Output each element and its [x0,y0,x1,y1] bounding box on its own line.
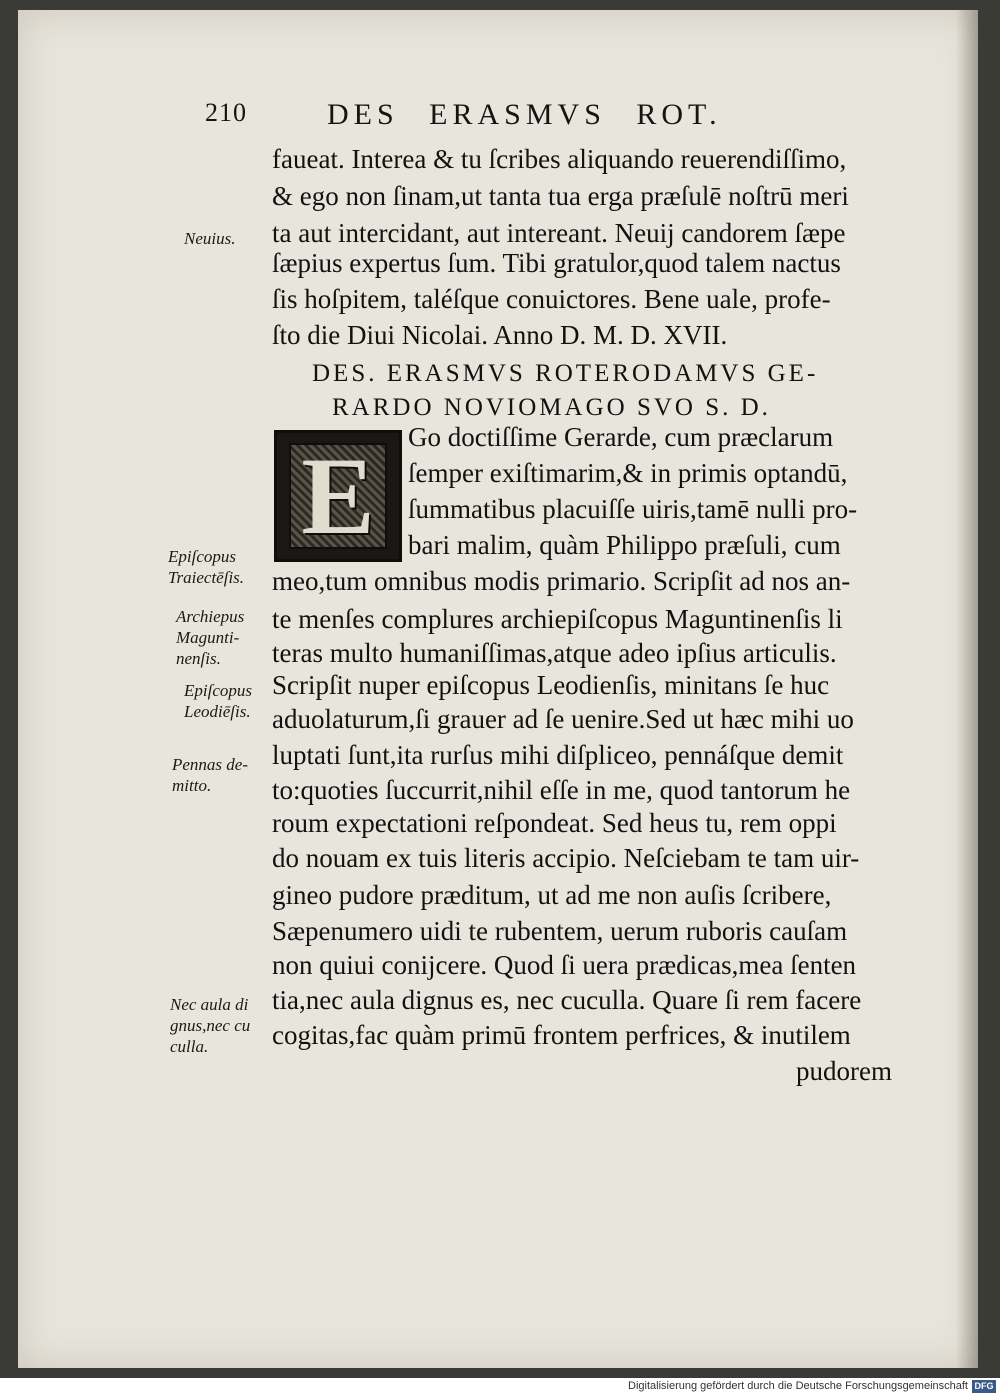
body-line: te menſes complures archiepiſcopus Maguntinenſis li [272,604,843,634]
body-line: do nouam ex tuis literis accipio. Neſciebam te tam uir- [272,843,860,873]
body-line: Go doctiſſime Gerarde, cum præclarum [408,422,834,452]
body-line: Sæpenumero uidi te rubentem, uerum ruboris cauſam [272,916,848,946]
body-line: Scripſit nuper epiſcopus Leodienſis, minitans ſe huc [272,670,830,700]
body-line: faueat. Interea & tu ſcribes aliquando reuerendiſſimo, [272,144,847,174]
body-line: tia,nec aula dignus es, nec cuculla. Quare ſi rem facere [272,985,862,1015]
margin-note-line: Epiſcopus [168,547,236,566]
margin-note-line: Pennas de- [172,755,249,774]
initial-letter: E [301,434,375,557]
margin-note-line: Magunti- [176,628,240,647]
margin-note-episcopus-traiectensis [168,546,244,588]
margin-note-line: culla. [170,1037,209,1056]
margin-note-nec-aula [170,994,250,1057]
body-line: cogitas,fac quàm primū frontem perfrices, & inutilem [272,1020,851,1050]
margin-note-line: mitto. [172,776,212,795]
margin-note-line: Nec aula di [170,995,249,1014]
body-line: aduolaturum,ſi grauer ad ſe uenire.Sed ut hæc mihi uo [272,704,854,734]
running-title: DES ERASMVS ROT. [327,98,722,131]
margin-note-nevius [184,228,235,249]
margin-note-line: Neuius. [184,229,236,248]
decorated-initial [274,430,402,562]
initial-woodcut [289,434,387,557]
body-line: bari malim, quàm Philippo præſuli, cum [408,530,841,560]
body-line: & ego non ſinam,ut tanta tua erga præſulē noſtrū meri [272,181,849,211]
body-line: ſis hoſpitem, taléſque conuictores. Bene uale, profe- [272,284,831,314]
body-line: ſæpius expertus ſum. Tibi gratulor,quod talem nactus [272,248,841,278]
body-line: gineo pudore præditum, ut ad me non auſis ſcribere, [272,880,832,910]
page-number: 210 [205,98,247,127]
margin-note-line: Archiepus [176,607,245,626]
margin-note-pennas-demitto [172,754,248,796]
body-line: meo,tum omnibus modis primario. Scripſit ad nos an- [272,566,851,596]
margin-note-archiepiscopus-maguntinensis [176,606,244,669]
margin-note-line: nenſis. [176,649,221,668]
running-head [205,98,855,138]
body-line: teras multo humaniſſimas,atque adeo ipſius articulis. [272,638,837,668]
page-spine-shadow [956,10,978,1368]
body-line: roum expectationi reſpondeat. Sed heus tu, rem oppi [272,808,837,838]
margin-note-line: gnus,nec cu [170,1016,251,1035]
dfg-logo: DFG [972,1380,996,1393]
body-line: to:quoties ſuccurrit,nihil eſſe in me, quod tantorum he [272,775,851,805]
margin-note-line: Leodiēſis. [184,702,251,721]
letter-heading-line-2: RARDO NOVIOMAGO SVO S. D. [332,394,771,421]
body-line: ſemper exiſtimarim,& in primis optandū, [408,458,848,488]
margin-note-line: Epiſcopus [184,681,252,700]
margin-note-episcopus-leodiensis [184,680,252,722]
body-line: non quiui conijcere. Quod ſi uera prædicas,mea ſenten [272,950,857,980]
body-line: ta aut intercidant, aut intereant. Neuij candorem ſæpe [272,218,846,248]
letter-heading-line-1: DES. ERASMVS ROTERODAMVS GE- [312,360,819,387]
catchword: pudorem [796,1056,892,1086]
body-line: ſto die Diui Nicolai. Anno D. M. D. XVII. [272,320,728,350]
body-line: ſummatibus placuiſſe uiris,tamē nulli pro- [408,494,858,524]
body-line: luptati ſunt,ita rurſus mihi diſpliceo, pennáſque demit [272,740,844,770]
footer-credit: Digitalisierung gefördert durch die Deutsche Forschungsgemeinschaft [628,1380,968,1392]
margin-note-line: Traiectēſis. [168,568,245,587]
